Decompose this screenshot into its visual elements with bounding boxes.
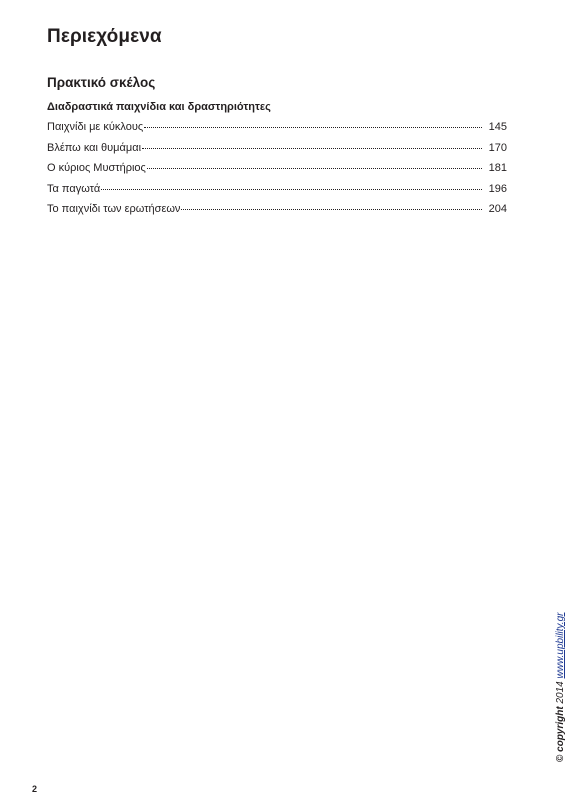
toc-entry-page: 145	[488, 121, 507, 133]
copyright-symbol: ©	[555, 754, 566, 762]
website-link[interactable]: www.upbility.gr	[555, 612, 566, 679]
toc-entry-title: Το παιχνίδι των ερωτήσεων	[47, 203, 181, 215]
toc-entry[interactable]	[47, 183, 507, 204]
dot-leader	[144, 127, 482, 128]
page-title: Περιεχόμενα	[47, 26, 162, 47]
dot-leader	[147, 168, 482, 169]
toc-entry[interactable]	[47, 121, 507, 142]
toc-entry-title: Παιχνίδι με κύκλους	[47, 121, 144, 133]
page-number: 2	[32, 784, 38, 794]
copyright-word: copyright	[555, 706, 566, 752]
section-title: Πρακτικό σκέλος	[47, 75, 156, 90]
dot-leader	[142, 148, 482, 149]
table-of-contents	[47, 121, 507, 224]
toc-entry-page: 181	[488, 162, 507, 174]
toc-entry-page: 196	[488, 182, 507, 195]
copyright-notice	[555, 613, 566, 762]
toc-entry[interactable]	[47, 162, 507, 183]
toc-entry[interactable]	[47, 203, 507, 224]
dot-leader	[181, 209, 482, 210]
copyright-year: 2014	[555, 681, 566, 704]
toc-entry-title: Τα παγωτά	[47, 182, 101, 195]
toc-entry-title: Βλέπω και θυμάμαι	[47, 141, 142, 154]
toc-entry[interactable]	[47, 142, 507, 163]
toc-entry-page: 170	[488, 141, 507, 154]
dot-leader	[101, 189, 482, 190]
toc-entry-page: 204	[488, 203, 507, 215]
subsection-title: Διαδραστικά παιχνίδια και δραστηριότητες	[47, 101, 271, 113]
toc-entry-title: Ο κύριος Μυστήριος	[47, 162, 146, 174]
